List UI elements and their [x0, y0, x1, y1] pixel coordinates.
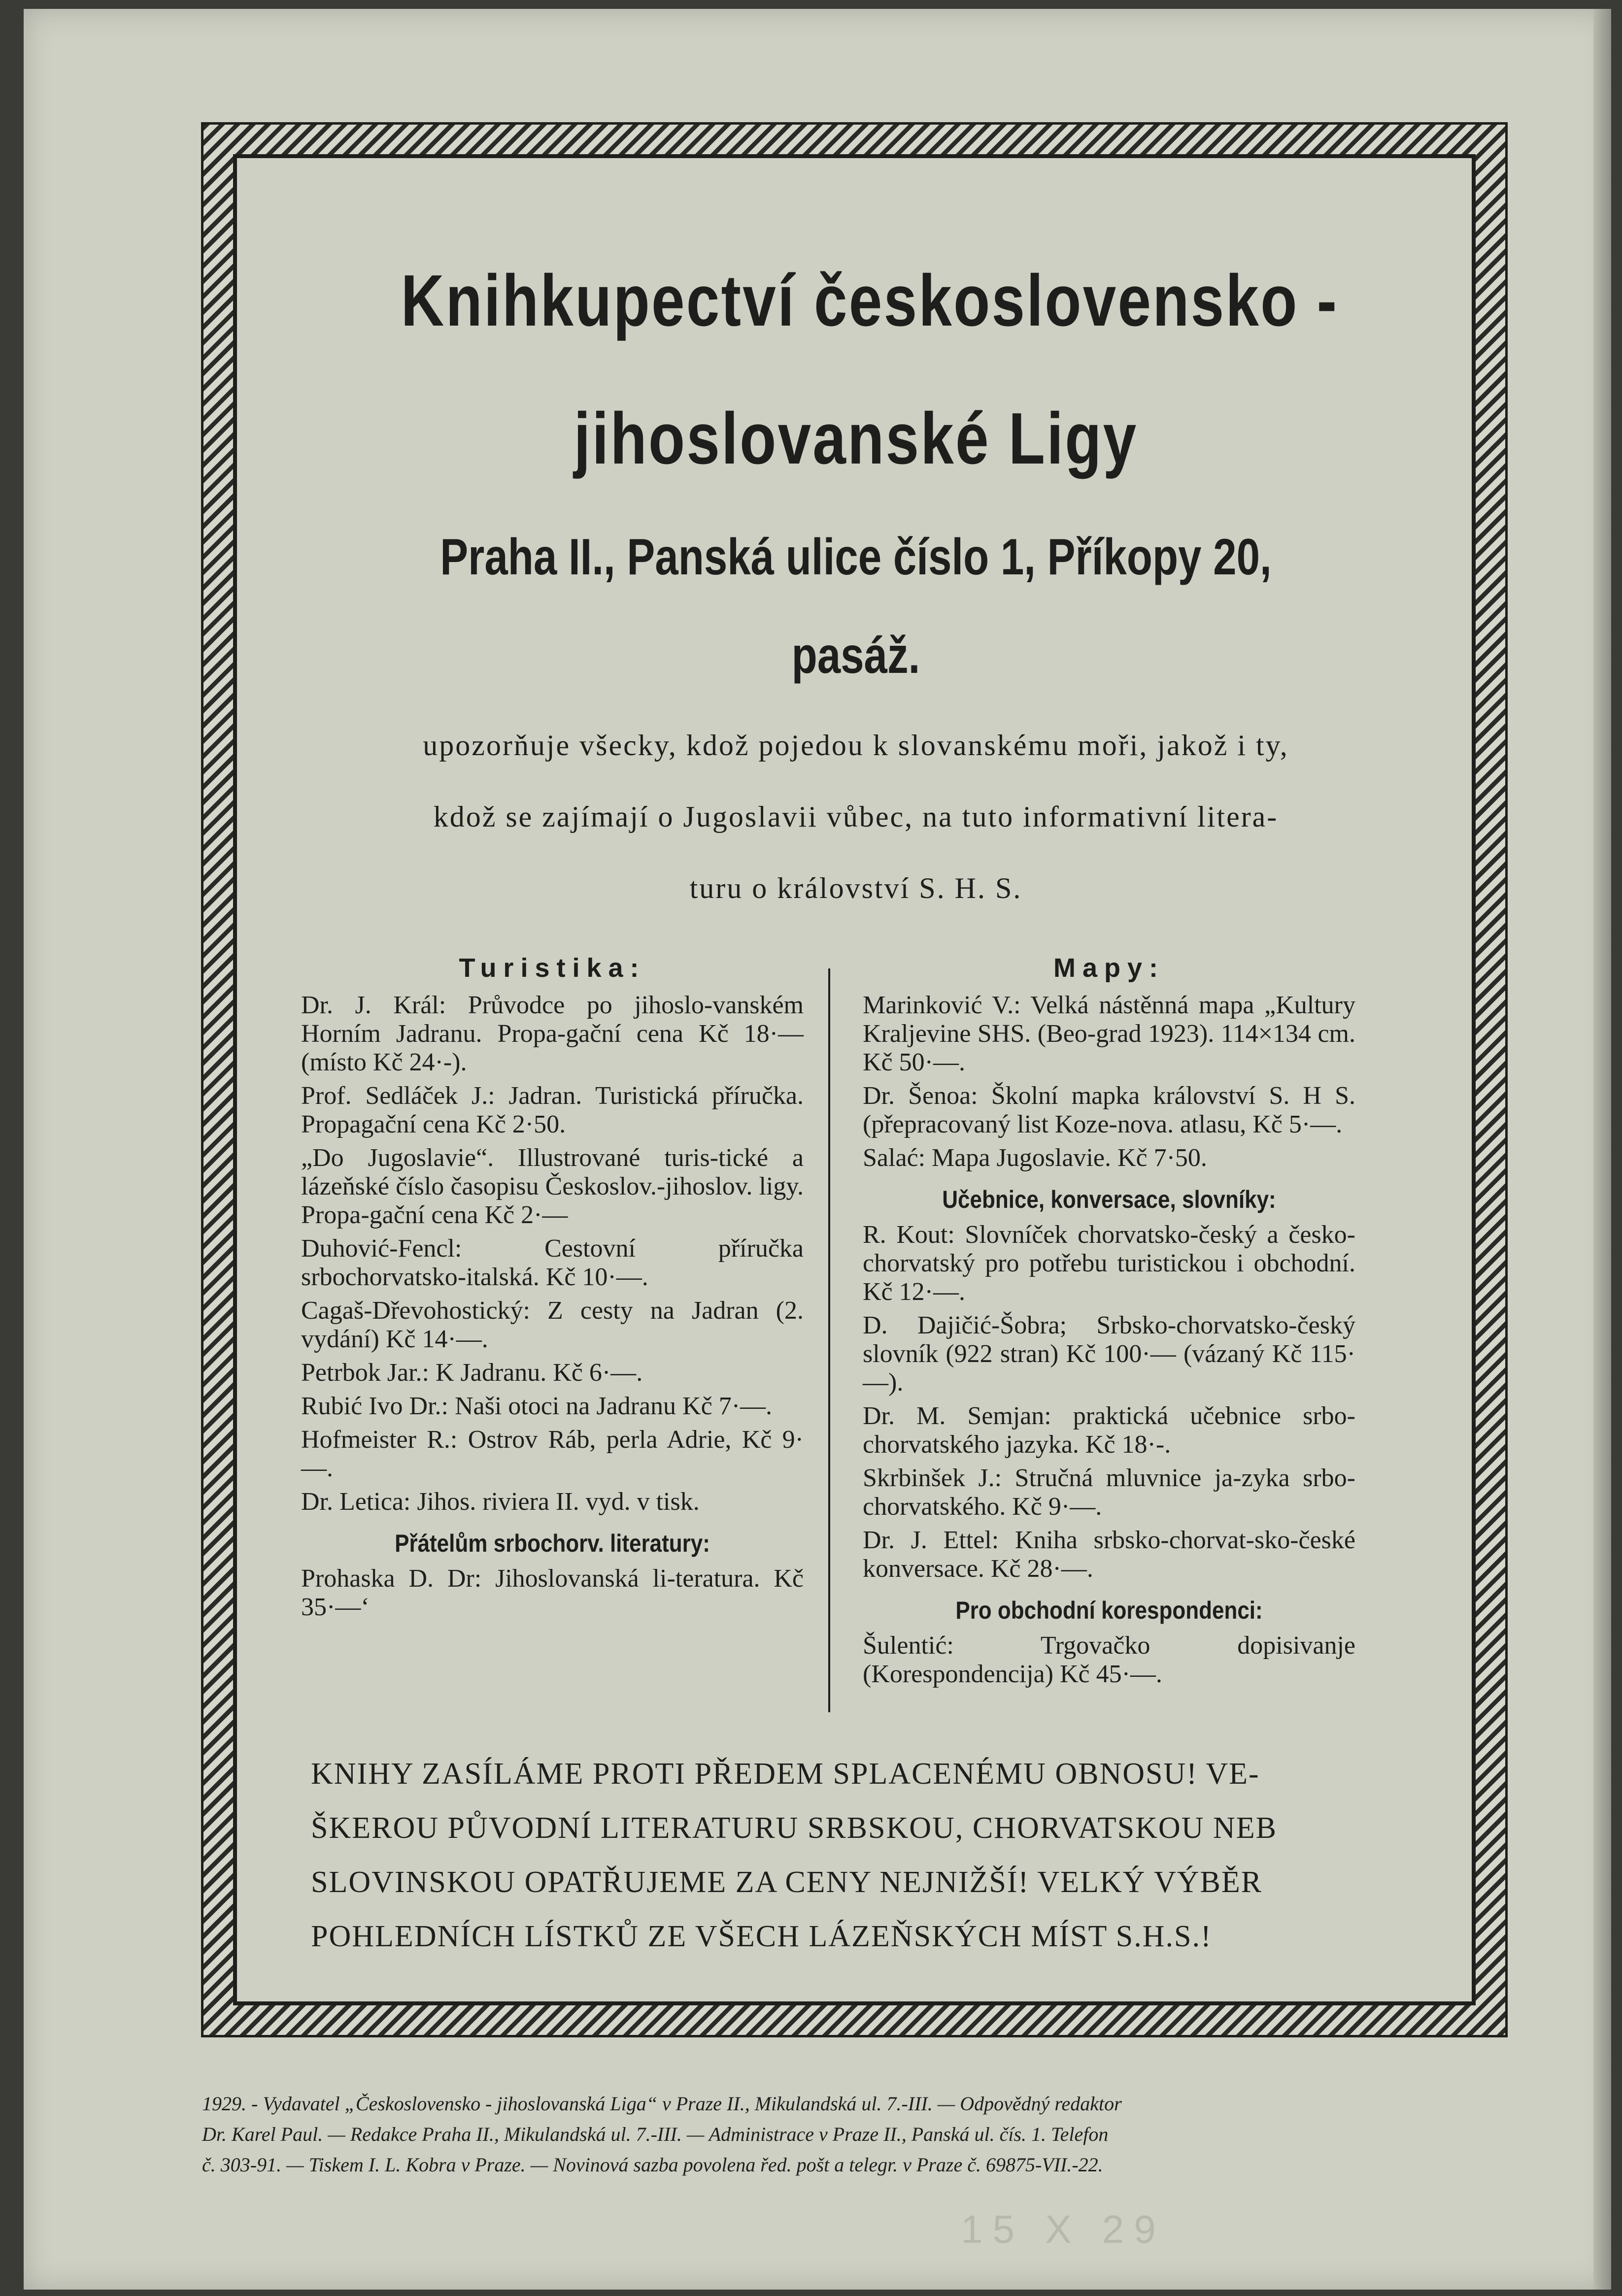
column-divider: [828, 968, 830, 1712]
notice-line: KNIHY ZASÍLÁME PROTI PŘEDEM SPLACENÉMU OBNOSU! VE-: [311, 1757, 1260, 1791]
address-line-1: Praha II., Panská ulice číslo 1, Příkopy 20,: [440, 529, 1272, 586]
catalog-entry: Hofmeister R.: Ostrov Ráb, perla Adrie, Kč 9·—.: [301, 1426, 804, 1482]
literature-subheading: Přátelům srbochorv. literatury:: [395, 1530, 710, 1557]
address-line-2: pasáž.: [791, 627, 920, 684]
imprint-line: Dr. Karel Paul. — Redakce Praha II., Mikulandská ul. 7.-III. — Administrace v Praze II., Panská ul. čís. 1. Telefon: [202, 2123, 1109, 2145]
catalog-entry: Petrbok Jar.: K Jadranu. Kč 6·—.: [301, 1359, 643, 1387]
shipping-notice: [301, 1747, 1411, 1963]
tourism-column: [301, 954, 804, 1627]
maps-column: [863, 954, 1355, 1694]
catalog-entry: Cagaš-Dřevohostický: Z cesty na Jadran (2. vydání) Kč 14·—.: [301, 1297, 804, 1353]
notice-line: ŠKEROU PŮVODNÍ LITERATURU SRBSKOU, CHORVATSKOU NEB: [311, 1811, 1277, 1845]
catalog-entry: Prof. Sedláček J.: Jadran. Turistická příručka. Propagační cena Kč 2·50.: [301, 1082, 804, 1138]
catalog-entry: Dr. J. Král: Průvodce po jihoslo-vanském Horním Jadranu. Propa-gační cena Kč 18·— (místo Kč 24·-).: [301, 991, 804, 1076]
title-line-1: Knihkupectví československo -: [401, 260, 1339, 341]
page-binding-edge: [1593, 9, 1611, 2290]
catalog-entry: Dr. M. Semjan: praktická učebnice srbo-chorvatského jazyka. Kč 18·-.: [863, 1402, 1355, 1459]
catalog-entry: Prohaska D. Dr: Jihoslovanská li-teratura. Kč 35·—‘: [301, 1564, 804, 1621]
ornamental-border: [201, 122, 1508, 2037]
intro-line: kdož se zajímají o Jugoslavii vůbec, na tuto informativní litera-: [433, 800, 1279, 833]
catalog-entry: „Do Jugoslavie“. Illustrované turis-tické a lázeňské číslo časopisu Českoslov.-jihoslov. ligy. Propa-gační cena Kč 2·—: [301, 1144, 804, 1229]
imprint-line: 1929. - Vydavatel „Československo - jihoslovanská Liga“ v Praze II., Mikulandská ul. 7.-III. — Odpovědný redaktor: [202, 2093, 1122, 2115]
textbooks-subheading: Učebnice, konversace, slovníky:: [942, 1186, 1276, 1213]
publisher-imprint: [202, 2089, 1513, 2180]
advertisement-content: [301, 232, 1411, 1963]
catalog-entry: Skrbinšek J.: Stručná mluvnice ja-zyka srbo-chorvatského. Kč 9·—.: [863, 1464, 1355, 1521]
catalog-entry: Šulentić: Trgovačko dopisivanje (Korespondencija) Kč 45·—.: [863, 1631, 1355, 1688]
intro-line: upozorňuje všecky, kdož pojedou k slovanskému moři, jakož i ty,: [423, 729, 1289, 762]
catalog-entry: Salać: Mapa Jugoslavie. Kč 7·50.: [863, 1144, 1207, 1172]
advertisement-box: [233, 154, 1476, 2005]
tourism-heading: Turistika:: [459, 953, 646, 983]
catalog-entry: Dr. J. Ettel: Kniha srbsko-chorvat-sko-české konversace. Kč 28·—.: [863, 1526, 1355, 1583]
intro-line: turu o království S. H. S.: [689, 872, 1022, 904]
catalog-entry: D. Dajičić-Šobra; Srbsko-chorvatsko-český slovník (922 stran) Kč 100·— (vázaný Kč 115·—).: [863, 1311, 1355, 1397]
catalog-entry: Marinković V.: Velká nástěnná mapa „Kultury Kraljevine SHS. (Beo-grad 1923). 114×134 cm. Kč 50·—.: [863, 991, 1355, 1076]
maps-heading: Mapy:: [1053, 953, 1165, 983]
catalog-entry: Dr. Letica: Jihos. riviera II. vyd. v tisk.: [301, 1488, 700, 1516]
catalog-entry: Dr. Šenoa: Školní mapka království S. H S. (přepracovaný list Koze-nova. atlasu, Kč 5·—.: [863, 1082, 1355, 1138]
imprint-line: č. 303-91. — Tiskem I. L. Kobra v Praze. — Novinová sazba povolena řed. pošt a telegr. v Praze č. 69875-VII.-22.: [202, 2154, 1103, 2176]
catalog-entry: R. Kout: Slovníček chorvatsko-český a česko-chorvatský pro potřebu turistickou i obchodní. Kč 12·—.: [863, 1221, 1355, 1306]
notice-line: SLOVINSKOU OPATŘUJEME ZA CENY NEJNIŽŠÍ! VELKÝ VÝBĚR: [311, 1865, 1263, 1899]
catalog-entry: Rubić Ivo Dr.: Naši otoci na Jadranu Kč 7·—.: [301, 1392, 773, 1420]
date-stamp: 15 X 29: [961, 2207, 1166, 2251]
title-line-2: jihoslovanské Ligy: [574, 398, 1138, 479]
catalog-entry: Duhović-Fencl: Cestovní příručka srbochorvatsko-italská. Kč 10·—.: [301, 1234, 804, 1291]
catalog-columns: [301, 954, 1411, 1737]
notice-line: POHLEDNÍCH LÍSTKŮ ZE VŠECH LÁZEŇSKÝCH MÍST S.H.S.!: [311, 1920, 1212, 1953]
intro-paragraph: [301, 710, 1411, 924]
correspondence-subheading: Pro obchodní korespondenci:: [955, 1597, 1263, 1624]
